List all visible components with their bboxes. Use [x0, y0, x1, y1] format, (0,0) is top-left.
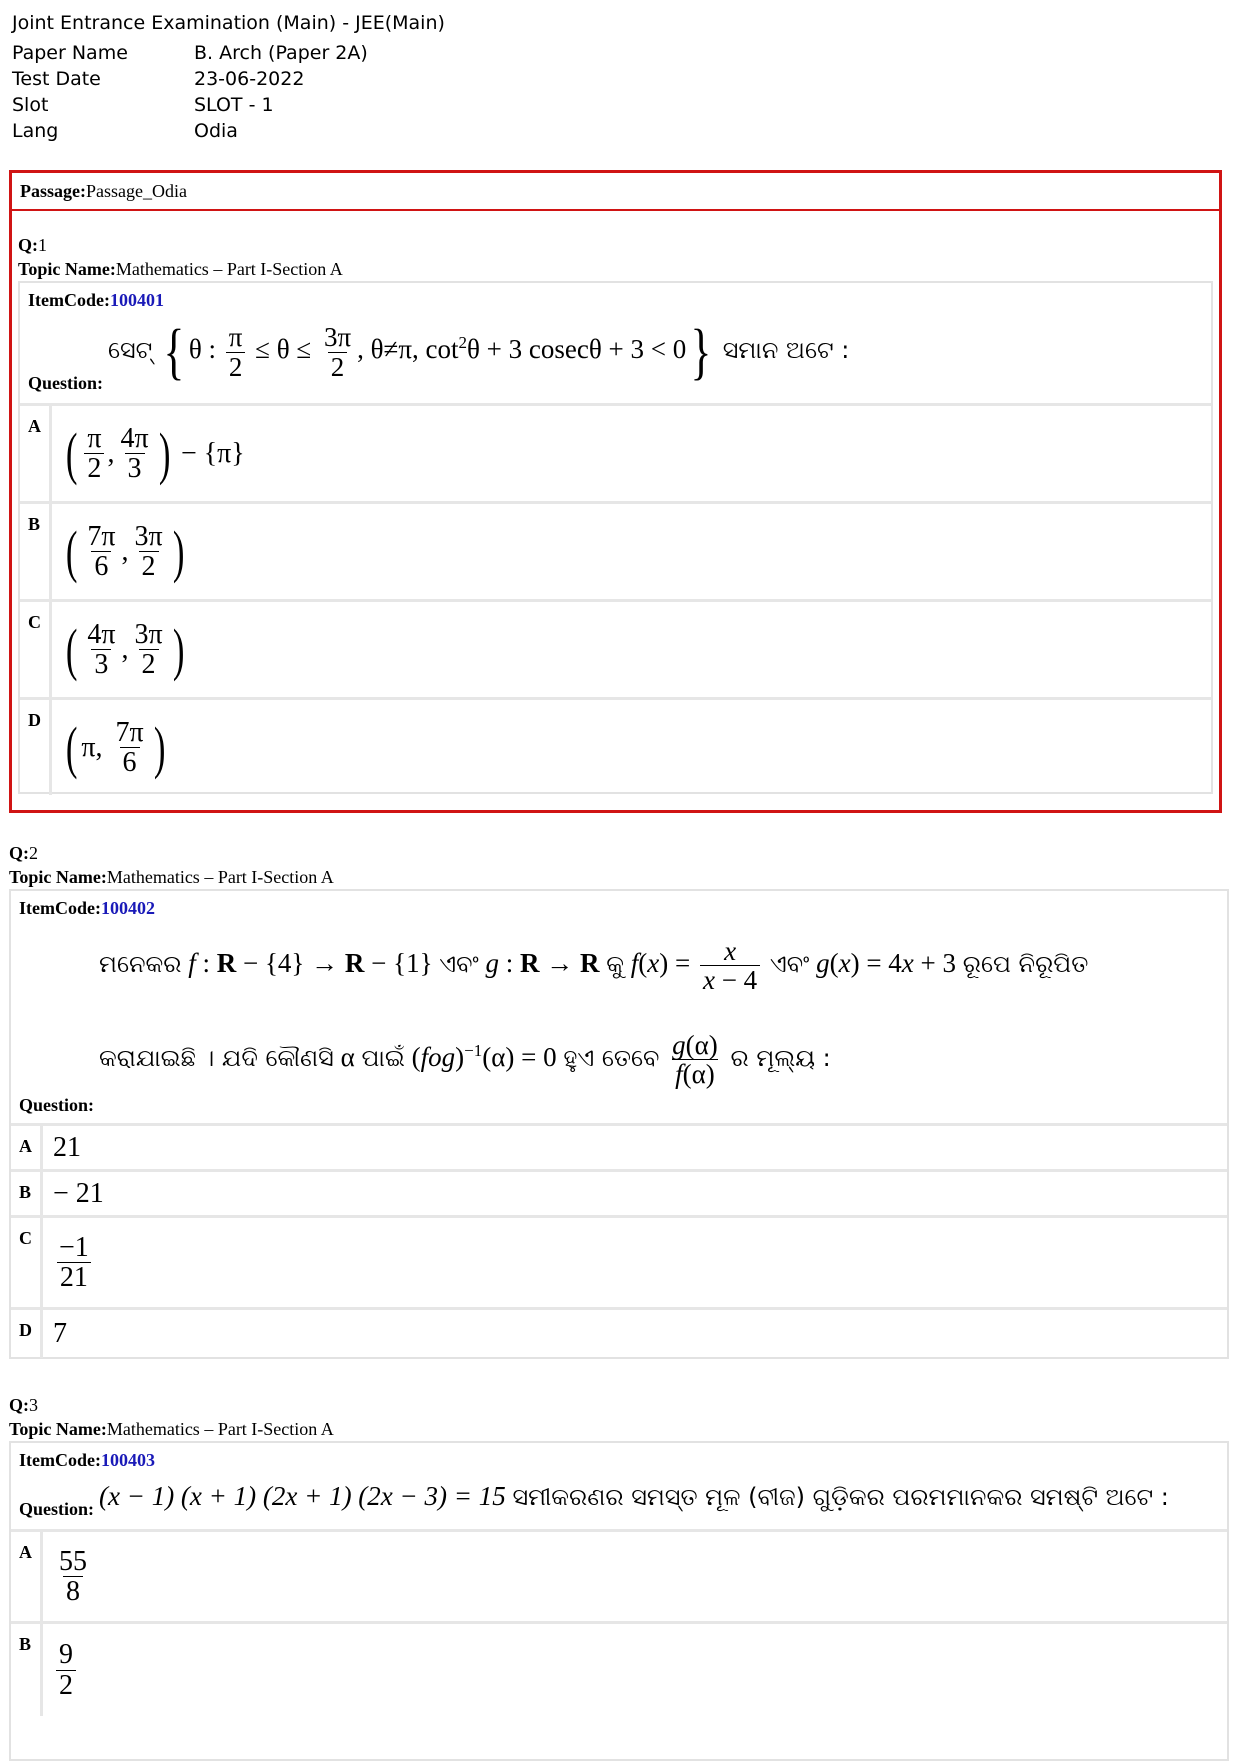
- topic-name: Topic Name:Mathematics – Part I-Section A: [9, 1419, 334, 1439]
- question-label: Question:: [19, 1499, 95, 1519]
- option-letter: B: [11, 1624, 43, 1716]
- meta-row-paper-name: [12, 40, 445, 66]
- option-letter: A: [20, 406, 52, 501]
- question-stem-line-2: କରାଯାଇଛି । ଯଦି କୌଣସି α ପାଇଁ (fog)$^{-1}$(α) = 0 ହୁଏ ତେବେ $\frac{g(\alpha)}{f(\alpha)}$ ର ମୂଲ୍ୟ :: [99, 1030, 831, 1090]
- meta-value: SLOT - 1: [194, 94, 274, 116]
- option-letter: D: [20, 700, 52, 795]
- option-letter: B: [11, 1172, 43, 1215]
- option-a-content: ( $\frac{\pi}{2}$ , $\frac{4\pi}{3}$ ) − {π}: [65, 420, 245, 486]
- option-letter: B: [20, 504, 52, 599]
- option-a-content: 21: [53, 1131, 81, 1163]
- question-number: Q:1: [18, 235, 47, 255]
- document-header: [12, 10, 445, 144]
- meta-row-test-date: [12, 66, 445, 92]
- question-block-1: [12, 211, 1219, 794]
- option-letter: A: [11, 1532, 43, 1621]
- meta-key: Lang: [12, 120, 59, 142]
- question-stem-line-1: ମନେକର f : R − {4} → R − {1} ଏବଂ g : R → R କୁ f(x) = $\frac{x}{x - 4}$ ଏବଂ g(x) = 4x + 3 ରୂପେ ନିରୂପିତ: [99, 936, 1089, 996]
- question-number: Q:2: [9, 843, 38, 863]
- option-row-b[interactable]: [11, 1172, 1227, 1218]
- option-row-d[interactable]: [11, 1310, 1227, 1358]
- option-c-content: $\frac{-1}{21}$: [43, 1218, 1227, 1307]
- option-letter: D: [11, 1310, 43, 1358]
- meta-row-slot: [12, 92, 445, 118]
- meta-row-lang: [12, 118, 445, 144]
- item-table: [9, 889, 1229, 1359]
- option-b-content: $\frac{9}{2}$: [43, 1624, 1227, 1716]
- option-d-content: ( π, $\frac{7\pi}{6}$ ): [65, 714, 166, 780]
- option-row-a[interactable]: [20, 406, 1211, 504]
- option-letter: C: [20, 602, 52, 697]
- question-label: Question:: [19, 1095, 95, 1115]
- option-row-b[interactable]: [11, 1624, 1227, 1716]
- option-letter: A: [11, 1126, 43, 1169]
- item-header: [11, 891, 1227, 1126]
- option-row-a[interactable]: [11, 1126, 1227, 1172]
- question-block-3: [9, 1393, 1229, 1761]
- meta-key: Paper Name: [12, 42, 128, 64]
- question-number: Q:3: [9, 1395, 38, 1415]
- item-code: ItemCode:100403: [19, 1450, 155, 1470]
- passage-name: Passage_Odia: [86, 181, 187, 201]
- topic-name: Topic Name:Mathematics – Part I-Section A: [9, 867, 334, 887]
- item-code: ItemCode:100402: [19, 898, 155, 918]
- passage-label: Passage:: [20, 181, 86, 201]
- meta-value: Odia: [194, 120, 238, 142]
- option-d-content: 7: [53, 1318, 67, 1349]
- item-table: [18, 281, 1213, 794]
- option-row-c[interactable]: [20, 602, 1211, 700]
- passage-title: [12, 173, 1219, 211]
- option-b-content: ( $\frac{7\pi}{6}$ , $\frac{3\pi}{2}$ ): [65, 518, 185, 584]
- item-header: [20, 283, 1211, 406]
- meta-value: B. Arch (Paper 2A): [194, 42, 368, 64]
- question-stem: (x − 1) (x + 1) (2x + 1) (2x − 3) = 15 ସମୀକରଣର ସମସ୍ତ ମୂଳ (ବୀଜ) ଗୁଡ଼ିକର ପରମମାନକର ସମଷ୍ଟି ଅଟେ :: [99, 1481, 1169, 1511]
- option-row-d[interactable]: [20, 700, 1211, 795]
- item-header: [11, 1443, 1227, 1532]
- meta-value: 23-06-2022: [194, 68, 305, 90]
- option-row-a[interactable]: [11, 1532, 1227, 1624]
- option-a-content: $\frac{55}{8}$: [59, 1545, 87, 1607]
- question-block-2: [9, 841, 1229, 1359]
- item-code: ItemCode:100401: [28, 290, 164, 310]
- meta-key: Test Date: [12, 68, 101, 90]
- exam-title: Joint Entrance Examination (Main) - JEE(Main): [12, 12, 445, 34]
- option-b-content: − 21: [53, 1177, 104, 1209]
- topic-name: Topic Name:Mathematics – Part I-Section A: [18, 259, 343, 279]
- option-row-b[interactable]: [20, 504, 1211, 602]
- option-c-content: ( $\frac{4\pi}{3}$ , $\frac{3\pi}{2}$ ): [65, 616, 185, 682]
- option-row-c[interactable]: [11, 1218, 1227, 1310]
- item-table: [9, 1441, 1229, 1761]
- question-label: Question:: [28, 373, 104, 393]
- question-stem: ସେଟ୍ { θ : $\frac{\pi}{2}$ ≤ θ ≤ $\frac{3\pi}{2}$ , θ≠π, $\cot^2\theta + 3$ cosecθ + 3 < 0} ସମାନ ଅଟେ :: [108, 318, 850, 386]
- option-letter: C: [11, 1218, 43, 1307]
- passage-box: [9, 170, 1222, 813]
- meta-key: Slot: [12, 94, 49, 116]
